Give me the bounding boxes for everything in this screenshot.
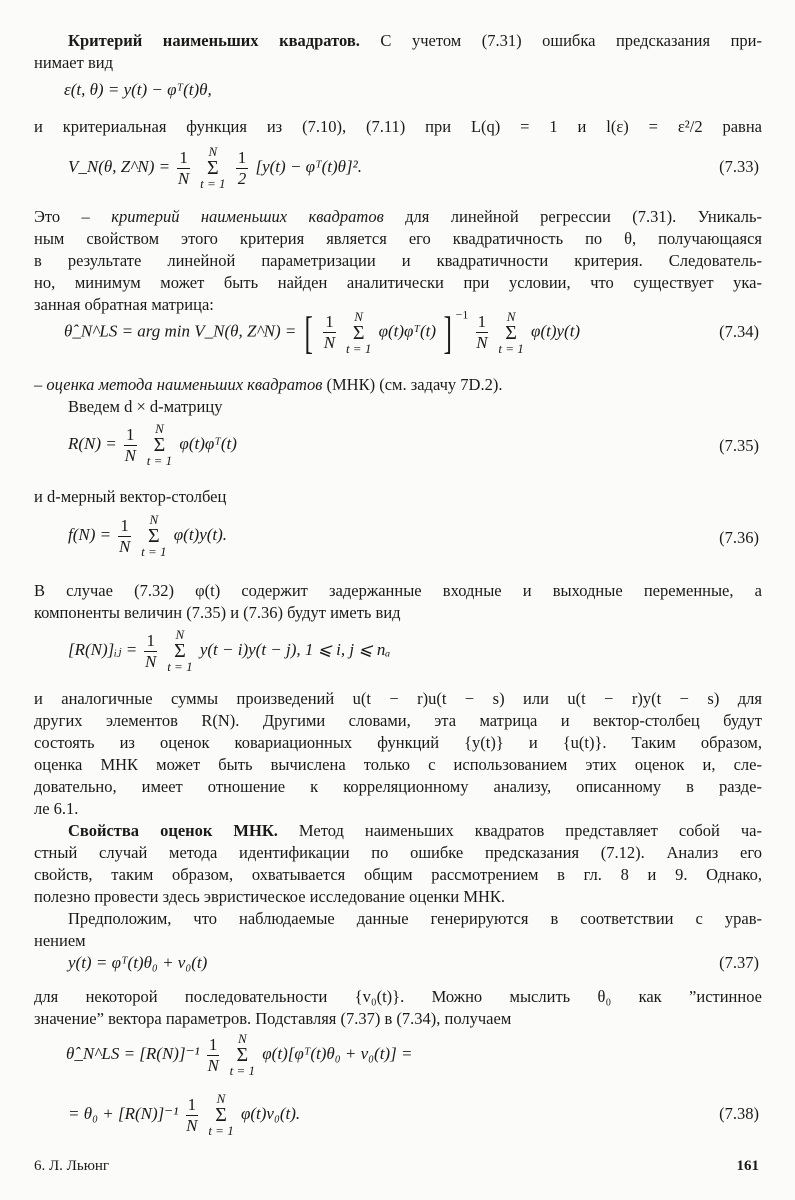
equation-number: (7.34) xyxy=(719,322,759,341)
text-line: для некоторой последовательности {v₀(t)}. Можно мыслить θ₀ как ”истинное xyxy=(34,987,762,1006)
footer-signature: 6. Л. Льюнг xyxy=(34,1158,110,1174)
page-number: 161 xyxy=(736,1158,759,1174)
text-line: ным свойством этого критерия является его квадратичность по θ, получающаяся xyxy=(34,229,762,248)
text-line: значение” вектора параметров. Подставляя (7.37) в (7.34), получаем xyxy=(34,1009,512,1028)
text-line: занная обратная матрица: xyxy=(34,295,214,314)
text-line: Предположим, что наблюдаемые данные генерируются в соответствии с урав- xyxy=(68,909,762,928)
text-line: нением xyxy=(34,931,86,950)
text-line: нимает вид xyxy=(34,53,113,72)
text-line: и d-мерный вектор-столбец xyxy=(34,487,227,506)
text-line: Критерий наименьших квадратов. С учетом (7.31) ошибка предсказания при- xyxy=(68,31,762,50)
text-line: В случае (7.32) φ(t) содержит задержанные входные и выходные переменные, а xyxy=(34,581,762,600)
text-line: но, минимум может быть найден аналитически при условии, что существует ука- xyxy=(34,273,762,292)
text-line: ле 6.1. xyxy=(34,799,79,818)
formula-7-36: f(N) = $\frac{1}{N}$ N Σ t = 1 φ(t)y(t). xyxy=(68,512,228,559)
text-line: и аналогичные суммы произведений u(t − r)u(t − s) или u(t − r)y(t − s) для xyxy=(34,689,762,708)
formula-7-34: θ̂_N^LS = arg min V_N(θ, Z^N) = [ $\frac{1}{N}$ N Σ t = 1 φ(t)φᵀ(t) ] $^{-1}$ $\frac{1}{N}$ N Σ t = 1 φ(t)y(t) xyxy=(64,307,581,358)
text-line: Свойства оценок МНК. Метод наименьших квадратов представляет собой ча- xyxy=(68,821,762,840)
text-line: и критериальная функция из (7.10), (7.11) при L(q) = 1 и l(ε) = ε²/2 равна xyxy=(34,117,762,136)
equation-number: (7.33) xyxy=(719,157,759,176)
text-line: Это – критерий наименьших квадратов для линейной регрессии (7.31). Уникаль- xyxy=(34,207,762,226)
text-line: полезно провести здесь эвристическое исследование оценки МНК. xyxy=(34,887,506,906)
text-line: свойств, таким образом, охватывается общим рассмотрением в гл. 8 и 9. Однако, xyxy=(34,865,762,884)
formula-7-38-line2: = θ₀ + [R(N)]⁻¹ $\frac{1}{N}$ N Σ t = 1 φ(t)v₀(t). xyxy=(68,1091,301,1138)
formula-r-ij: [R(N)]ᵢⱼ = $\frac{1}{N}$ N Σ t = 1 y(t − i)y(t − j), 1 ⩽ i, j ⩽ nₐ xyxy=(68,627,391,674)
text-line: довательно, имеет отношение к корреляционному анализу, описанному в разде- xyxy=(34,777,762,796)
equation-number: (7.38) xyxy=(719,1104,759,1123)
equation-number: (7.35) xyxy=(719,436,759,455)
formula-prediction-error: ε(t, θ) = y(t) − φᵀ(t)θ, xyxy=(64,80,212,99)
text-line: состоять из оценок ковариационных функций {y(t)} и {u(t)}. Таким образом, xyxy=(34,733,762,752)
section-heading: Свойства оценок МНК. xyxy=(68,821,278,840)
formula-7-33: V_N(θ, Z^N) = $\frac{1}{N}$ N Σ t = 1 $\frac{1}{2}$ [y(t) − φᵀ(t)θ]². xyxy=(68,144,362,191)
equation-number: (7.37) xyxy=(719,953,759,972)
section-heading: Критерий наименьших квадратов. xyxy=(68,31,360,50)
formula-7-35: R(N) = $\frac{1}{N}$ N Σ t = 1 φ(t)φᵀ(t) xyxy=(68,421,237,468)
text-line: оценка МНК может быть вычислена только с использованием этих оценок и, сле- xyxy=(34,755,762,774)
equation-number: (7.36) xyxy=(719,528,759,547)
formula-7-38-line1: θ̂_N^LS = [R(N)]⁻¹ $\frac{1}{N}$ N Σ t = 1 φ(t)[φᵀ(t)θ₀ + v₀(t)] = xyxy=(66,1031,413,1078)
text-line: стный случай метода идентификации по ошибке предсказания (7.12). Анализ его xyxy=(34,843,762,862)
text-line: других элементов R(N). Другими словами, эта матрица и вектор-столбец будут xyxy=(34,711,762,730)
text-line: в результате линейной параметризации и квадратичности критерия. Следователь- xyxy=(34,251,762,270)
text-line: компоненты величин (7.35) и (7.36) будут иметь вид xyxy=(34,603,401,622)
text-line: Введем d × d-матрицу xyxy=(68,397,223,416)
formula-7-37: y(t) = φᵀ(t)θ₀ + v₀(t) xyxy=(68,953,208,972)
text-line: – оценка метода наименьших квадратов (МНК) (см. задачу 7D.2). xyxy=(34,375,503,394)
